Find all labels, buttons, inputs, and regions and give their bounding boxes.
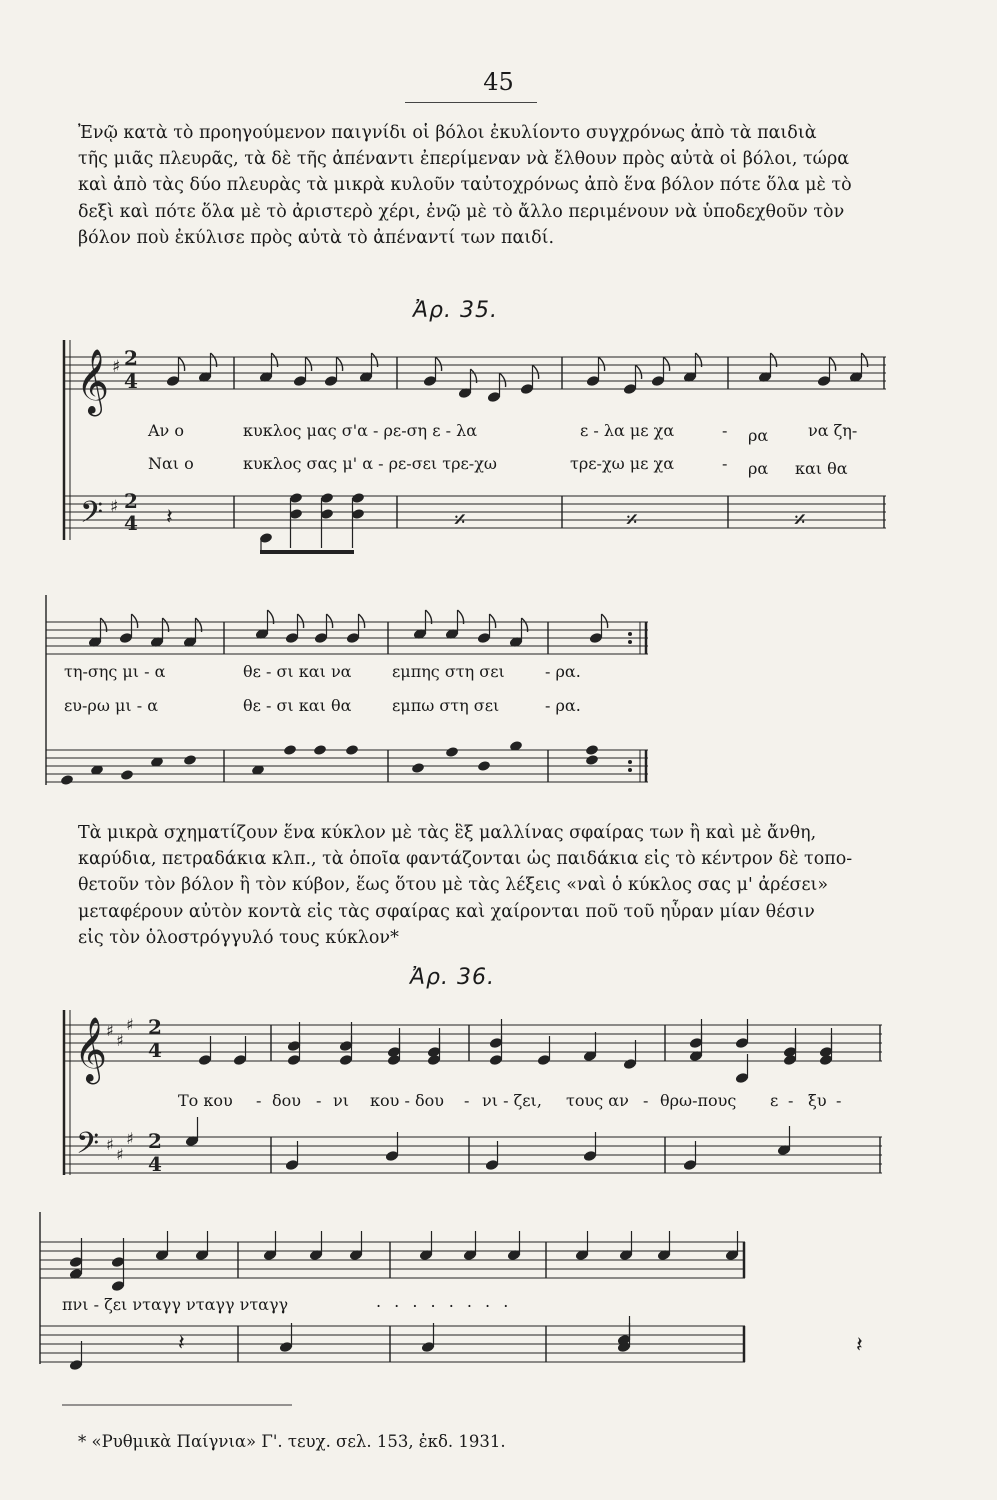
repeat-measure-icon: 𝄎 xyxy=(626,506,638,534)
sharp-icon: ♯ xyxy=(112,357,121,377)
note-flag xyxy=(132,614,138,628)
repeat-dot xyxy=(628,632,632,636)
sharp-icon: ♯ xyxy=(106,1135,114,1154)
note-head xyxy=(283,744,297,756)
lyric: ε - λα με χα xyxy=(580,421,675,440)
note-flag xyxy=(337,357,343,371)
treble-clef-icon: 𝄞 xyxy=(74,1017,108,1082)
note-head xyxy=(477,760,491,772)
sharp-icon: ♯ xyxy=(110,497,119,517)
lyric: θε - σι και να xyxy=(243,662,352,681)
note-flag xyxy=(359,614,365,628)
note-flag xyxy=(533,365,539,379)
page-number: 45 xyxy=(483,68,514,96)
repeat-dot xyxy=(628,768,632,772)
lyric: - ρα. xyxy=(545,696,581,715)
time-signature: 2 xyxy=(148,1015,162,1039)
time-signature: 4 xyxy=(148,1152,162,1176)
time-signature: 2 xyxy=(124,489,138,513)
note-flag xyxy=(830,357,836,371)
note-flag xyxy=(298,614,304,628)
note-flag xyxy=(179,357,185,371)
lyric: Αν ο xyxy=(148,421,184,440)
note-head xyxy=(585,744,599,756)
note-flag xyxy=(436,357,442,371)
note-flag xyxy=(306,357,312,371)
sharp-icon: ♯ xyxy=(116,1145,124,1164)
note-head xyxy=(585,754,599,766)
lyric: θρω-πους xyxy=(660,1091,737,1110)
treble-clef-icon: 𝄞 xyxy=(76,349,110,414)
note-head xyxy=(345,744,359,756)
note-flag xyxy=(500,373,506,387)
intro-line: καὶ ἀπὸ τὰς δύο πλευρὰς τὰ μικρὰ κυλοῦν ταὐτοχρόνως ἀπὸ ἕνα βόλον πότε ὅλα μὲ τὸ xyxy=(78,175,852,196)
time-signature: 4 xyxy=(148,1038,162,1062)
time-signature: 2 xyxy=(124,346,138,370)
note-head xyxy=(411,762,425,774)
lyric: δου xyxy=(272,1091,301,1110)
bass-clef-icon: 𝄢 xyxy=(80,496,104,537)
lyric: εμπης στη σει xyxy=(392,662,505,681)
lyric: τη-σης μι - α xyxy=(64,662,166,681)
lyric: νι xyxy=(333,1091,349,1110)
note-head xyxy=(183,754,197,766)
lyric: - xyxy=(722,421,728,440)
lyric: εμπω στη σει xyxy=(392,696,500,715)
rest-icon: 𝄽 xyxy=(166,505,173,530)
lyric: - xyxy=(316,1091,322,1110)
note-head xyxy=(313,744,327,756)
middle-line: μεταφέρουν αὐτὸν κοντὰ εἰς τὰς σφαίρας καὶ χαίρονται ποῦ τοῦ ηὗραν μίαν θέσιν xyxy=(78,901,815,922)
repeat-dot xyxy=(628,640,632,644)
middle-line: καρύδια, πετραδάκια κλπ., τὰ ὁποῖα φαντάζονται ὡς παιδάκια εἰς τὸ κέντρον δὲ τοπο- xyxy=(78,849,853,870)
lyric: - ρα. xyxy=(545,662,581,681)
lyric: - xyxy=(836,1091,842,1110)
lyric: κυκλος σας μ' α - ρε-σει τρε-χω xyxy=(243,454,497,473)
lyric: ευ-ρω μι - α xyxy=(64,696,159,715)
intro-line: Ἐνῷ κατὰ τὸ προηγούμενον παιγνίδι οἱ βόλοι ἐκυλίοντο συγχρόνως ἀπὸ τὰ παιδιὰ xyxy=(78,123,817,143)
note-flag xyxy=(327,614,333,628)
lyric: κου - δου xyxy=(370,1091,444,1110)
intro-line: δεξὶ καὶ πότε ὅλα μὲ τὸ ἀριστερὸ χέρι, ἐνῷ μὲ τὸ ἄλλο περιμένουν νὰ ὑποδεχθοῦν τὸν xyxy=(78,201,845,222)
example-36-title: Ἀρ. 36. xyxy=(410,965,495,990)
note-flag xyxy=(599,357,605,371)
intro-line: τῆς μιᾶς πλευρᾶς, τὰ δὲ τῆς ἀπέναντι ἐπερίμεναν νὰ ἔλθουν πρὸς αὐτὰ οἱ βόλοι, τώρα xyxy=(78,149,850,170)
repeat-measure-icon: 𝄎 xyxy=(454,506,466,534)
middle-line: εἰς τὸν ὁλοστρόγγυλό τους κύκλον* xyxy=(78,927,399,948)
lyric: θε - σι και θα xyxy=(243,696,352,715)
lyric: ε xyxy=(770,1091,779,1110)
lyric: ρα xyxy=(748,459,769,478)
bass-clef-icon: 𝄢 xyxy=(76,1127,100,1168)
middle-line: θετοῦν τὸν βόλον ἢ τὸν κύβον, ἕως ὅτου μὲ τὰς λέξεις «ναὶ ὁ κύκλος σας μ' ἀρέσει» xyxy=(78,875,829,896)
lyric: ρα xyxy=(748,426,769,445)
rest-icon: 𝄽 xyxy=(856,1333,863,1358)
lyric-dots: . . . . . . . . xyxy=(376,1292,513,1311)
lyric: - xyxy=(722,454,728,473)
lyric: Το κου xyxy=(178,1091,233,1110)
note-flag xyxy=(602,614,608,628)
lyric: κυκλος μας σ'α - ρε-ση ε - λα xyxy=(243,421,478,440)
repeat-dot xyxy=(628,760,632,764)
lyric: τρε-χω με χα xyxy=(570,454,675,473)
lyric: ξυ xyxy=(808,1091,827,1110)
lyric: Ναι ο xyxy=(148,454,194,473)
middle-line: Τὰ μικρὰ σχηματίζουν ἕνα κύκλον μὲ τὰς ἓξ μαλλίνας σφαίρας των ἢ καὶ μὲ ἄνθη, xyxy=(78,823,817,843)
lyric: πνι - ζει νταγγ νταγγ νταγγ xyxy=(62,1295,289,1314)
lyric: τους αν xyxy=(566,1091,629,1110)
time-signature: 2 xyxy=(148,1129,162,1153)
repeat-measure-icon: 𝄎 xyxy=(794,506,806,534)
rest-icon: 𝄽 xyxy=(178,1331,185,1356)
sharp-icon: ♯ xyxy=(106,1021,114,1040)
sharp-icon: ♯ xyxy=(116,1031,124,1050)
time-signature: 4 xyxy=(124,511,138,535)
note-flag xyxy=(664,357,670,371)
sharp-icon: ♯ xyxy=(126,1015,134,1034)
lyric: και θα xyxy=(795,459,848,478)
note-head xyxy=(445,746,459,758)
note-flag xyxy=(490,614,496,628)
sharp-icon: ♯ xyxy=(126,1129,134,1148)
time-signature: 4 xyxy=(124,369,138,393)
lyric: - xyxy=(256,1091,262,1110)
lyric: - xyxy=(464,1091,470,1110)
lyric: νι - ζει, xyxy=(482,1091,542,1110)
lyric: - xyxy=(643,1091,649,1110)
note-beam xyxy=(260,550,354,554)
example-35-title: Ἀρ. 35. xyxy=(413,298,498,323)
note-flag xyxy=(636,365,642,379)
note-head xyxy=(60,774,74,786)
intro-line: βόλον ποὺ ἐκύλισε πρὸς αὐτὰ τὸ ἀπέναντί των παιδί. xyxy=(78,227,555,248)
note-head xyxy=(120,769,134,781)
lyric: - xyxy=(788,1091,794,1110)
footnote: * «Ρυθμικὰ Παίγνια» Γ'. τευχ. σελ. 153, ἐκδ. 1931. xyxy=(78,1432,506,1451)
lyric: να ζη- xyxy=(808,421,858,440)
